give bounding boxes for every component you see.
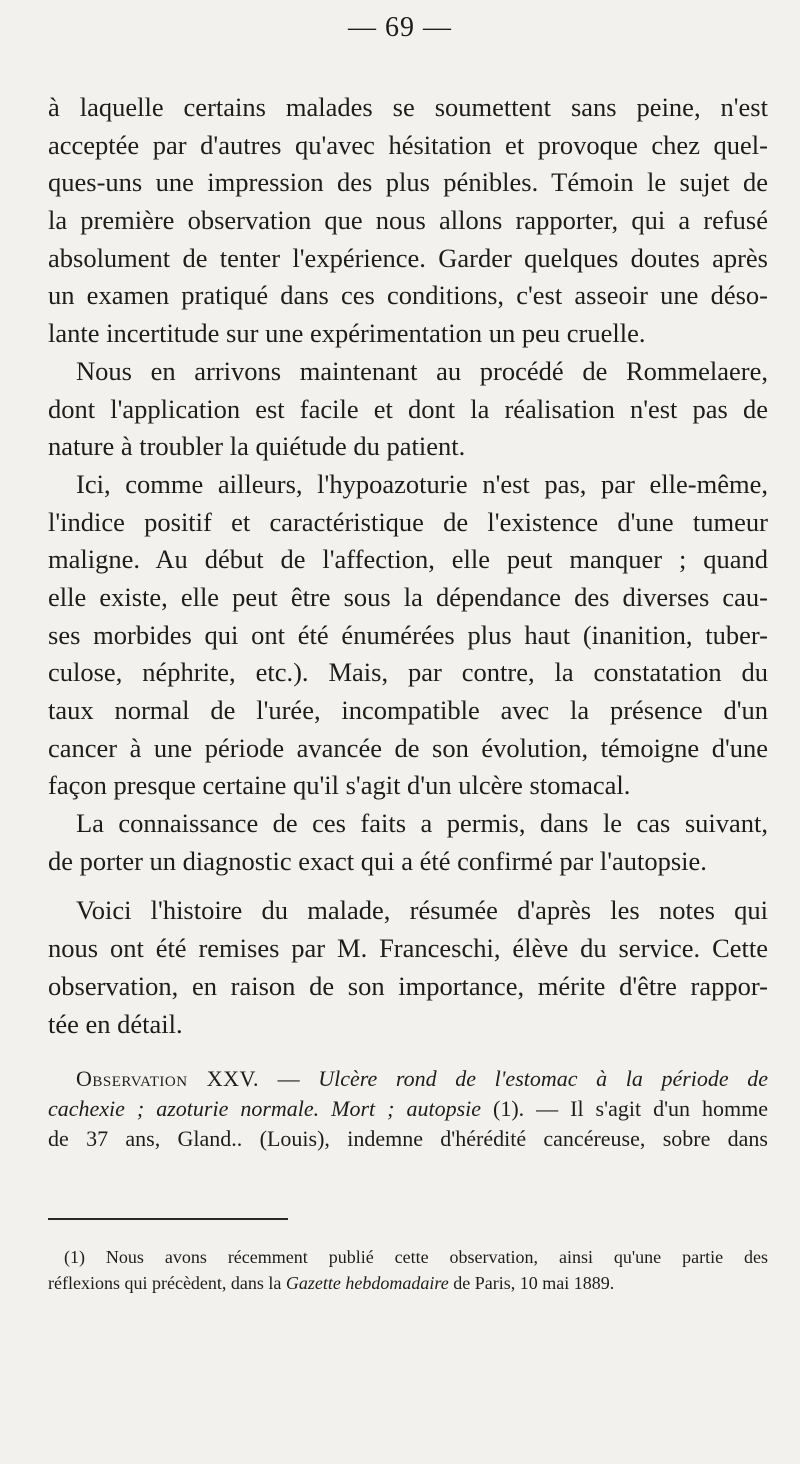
text-line: La connaissance de ces faits a permis, dans le cas suivant, bbox=[76, 808, 768, 839]
observation-label: Observation XXV. bbox=[76, 1066, 260, 1091]
text-line: elle existe, elle peut être sous la dépendance des diverses cau- bbox=[48, 581, 768, 612]
text-line: tée en détail. bbox=[48, 1008, 183, 1039]
observation-line: de 37 ans, Gland.. (Louis), indemne d'hérédité cancéreuse, sobre dans bbox=[48, 1126, 768, 1151]
text-line: ques-uns une impression des plus pénibles. Témoin le sujet de bbox=[48, 167, 768, 198]
text-line: dont l'application est facile et dont la réalisation n'est pas de bbox=[48, 393, 768, 424]
text-line: façon presque certaine qu'il s'agit d'un ulcère stomacal. bbox=[48, 770, 631, 801]
observation-title: cachexie ; azoturie normale. Mort ; autopsie bbox=[48, 1096, 482, 1121]
observation-dash: — bbox=[259, 1066, 319, 1091]
text-line: lante incertitude sur une expérimentation un peu cruelle. bbox=[48, 318, 646, 349]
paragraph bbox=[48, 466, 768, 805]
paragraph bbox=[48, 805, 768, 880]
text-line: taux normal de l'urée, incompatible avec la présence d'un bbox=[48, 695, 768, 725]
text-line: Voici l'histoire du malade, résumée d'après les notes qui bbox=[76, 895, 768, 926]
text-line: Ici, comme ailleurs, l'hypoazoturie n'est pas, par elle-même, bbox=[76, 468, 768, 499]
text-line: observation, en raison de son importance, mérite d'être rappor- bbox=[48, 970, 768, 1001]
paragraph bbox=[48, 89, 768, 353]
observation-line bbox=[48, 1064, 768, 1094]
paragraph bbox=[48, 892, 768, 1043]
text-line: un examen pratiqué dans ces conditions, c'est asseoir une déso- bbox=[48, 280, 768, 311]
footnote-text: réflexions qui précèdent, dans la bbox=[48, 1273, 286, 1293]
text-line: ses morbides qui ont été énumérées plus haut (inanition, tuber- bbox=[48, 619, 768, 650]
text-line: Nous en arrivons maintenant au procédé de Rommelaere, bbox=[76, 355, 768, 386]
paragraph bbox=[48, 353, 768, 466]
footnote-divider bbox=[48, 1218, 288, 1220]
main-text bbox=[48, 89, 768, 1043]
text-line: nature à troubler la quiétude du patient. bbox=[48, 431, 466, 462]
observation-line bbox=[48, 1094, 768, 1124]
text-line: nous ont été remises par M. Franceschi, élève du service. Cette bbox=[48, 933, 768, 964]
text-line: acceptée par d'autres qu'avec hésitation et provoque chez quel- bbox=[48, 129, 768, 160]
text-line: culose, néphrite, etc.). Mais, par contre, la constatation du bbox=[48, 657, 768, 688]
page-number: — 69 — bbox=[348, 12, 452, 43]
footnote-line bbox=[48, 1270, 768, 1296]
text-line: de porter un diagnostic exact qui a été confirmé par l'autopsie. bbox=[48, 845, 707, 876]
observation-title: Ulcère rond de l'estomac à la période de bbox=[318, 1066, 769, 1091]
text-line: cancer à une période avancée de son évolution, témoigne d'une bbox=[48, 732, 768, 763]
text-line: à laquelle certains malades se soumettent sans peine, n'est bbox=[48, 92, 768, 122]
footnote-line: (1) Nous avons récemment publié cette observation, ainsi qu'une partie des bbox=[64, 1247, 768, 1267]
text-line: absolument de tenter l'expérience. Garder quelques doutes après bbox=[48, 242, 768, 273]
text-line: maligne. Au début de l'affection, elle peut manquer ; quand bbox=[48, 544, 768, 575]
journal-title: Gazette hebdomadaire bbox=[285, 1273, 449, 1293]
footnote-reference: (1). — Il s'agit d'un homme bbox=[481, 1096, 769, 1121]
text-line: l'indice positif et caractéristique de l'existence d'une tumeur bbox=[48, 506, 768, 537]
text-line: la première observation que nous allons rapporter, qui a refusé bbox=[48, 205, 768, 236]
footnote-text: de Paris, 10 mai 1889. bbox=[448, 1273, 615, 1293]
footnote bbox=[48, 1244, 768, 1296]
observation-heading bbox=[48, 1064, 768, 1154]
